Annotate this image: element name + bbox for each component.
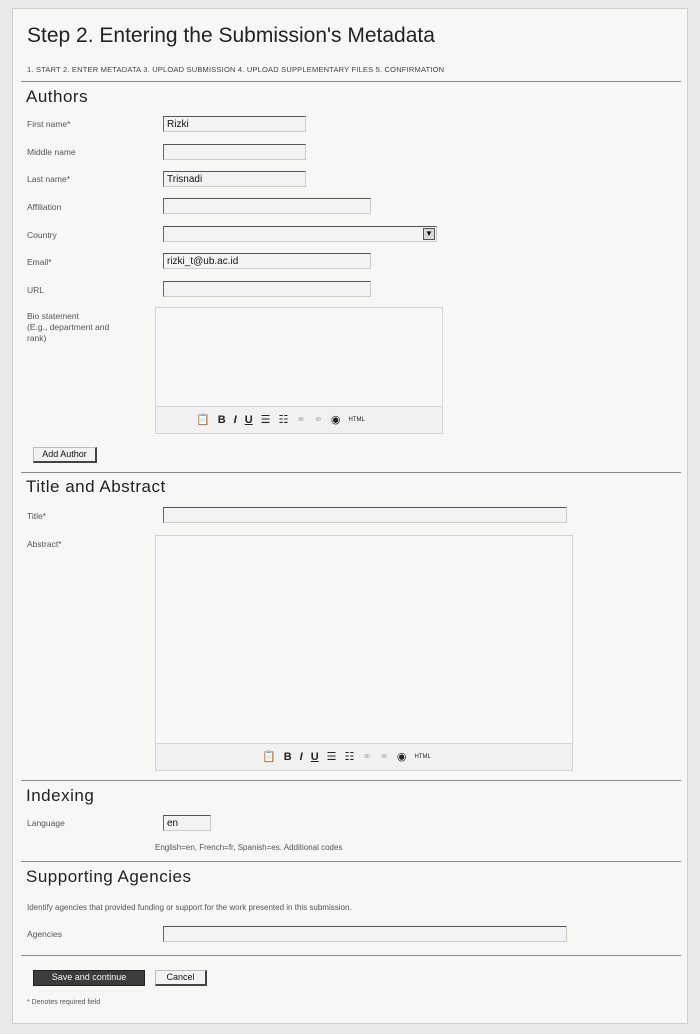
submission-form-page [12,8,688,1024]
url-input[interactable] [163,281,371,297]
country-select[interactable] [163,226,437,242]
unlink-icon[interactable]: ⚭ [379,751,389,763]
chevron-down-icon[interactable]: ▼ [423,228,435,240]
bio-label: Bio statement (E.g., department and rank) [27,311,110,343]
last-name-input[interactable]: Trisnadi [163,171,306,187]
affiliation-input[interactable] [163,198,371,214]
bio-editor-toolbar [156,406,442,433]
title-label: Title* [27,511,47,521]
step-breadcrumb: 1. START 2. ENTER METADATA 3. UPLOAD SUBMISSION 4. UPLOAD SUPPLEMENTARY FILES 5. CONFIRMATION [27,65,445,74]
paste-icon[interactable]: 📋 [262,751,276,763]
bold-button[interactable]: B [283,750,292,763]
abstract-editor[interactable] [155,535,573,771]
divider [21,472,681,473]
abstract-label: Abstract* [27,539,62,549]
divider [21,81,681,82]
abstract-editor-toolbar [156,743,572,770]
underline-button[interactable]: U [310,750,319,763]
first-name-input[interactable]: Rizki [163,116,306,132]
required-field-note: * Denotes required field [27,999,101,1006]
bullet-list-icon[interactable]: ☰ [326,751,337,763]
italic-button[interactable]: I [299,750,303,763]
title-abstract-heading: Title and Abstract [26,477,166,496]
email-label: Email* [27,257,52,267]
numbered-list-icon[interactable]: ☷ [344,751,355,763]
numbered-list-icon[interactable]: ☷ [278,414,289,426]
affiliation-label: Affiliation [27,202,62,212]
link-icon[interactable]: ⚭ [362,751,372,763]
email-input[interactable]: rizki_t@ub.ac.id [163,253,371,269]
underline-button[interactable]: U [244,413,253,426]
indexing-heading: Indexing [26,786,95,805]
divider [21,780,681,781]
add-author-button[interactable]: Add Author [33,447,97,463]
country-label: Country [27,230,57,240]
title-input[interactable] [163,507,567,523]
paste-icon[interactable]: 📋 [196,414,210,426]
last-name-label: Last name* [27,174,70,184]
cancel-button[interactable]: Cancel [155,970,207,986]
bio-editor[interactable] [155,307,443,434]
first-name-label: First name* [27,119,71,129]
html-source-button[interactable]: HTML [348,416,365,423]
image-icon[interactable]: ◉ [396,751,407,763]
url-label: URL [27,285,45,295]
html-source-button[interactable]: HTML [414,753,431,760]
language-input[interactable]: en [163,815,211,831]
italic-button[interactable]: I [233,413,237,426]
page-title: Step 2. Entering the Submission's Metadata [27,24,435,47]
authors-heading: Authors [26,87,89,106]
agencies-description: Identify agencies that provided funding or support for the work presented in this submission. [27,903,352,912]
image-icon[interactable]: ◉ [330,414,341,426]
language-label: Language [27,818,65,828]
middle-name-input[interactable] [163,144,306,160]
agencies-input[interactable] [163,926,567,942]
supporting-agencies-heading: Supporting Agencies [26,867,192,886]
save-and-continue-button[interactable]: Save and continue [33,970,145,986]
bullet-list-icon[interactable]: ☰ [260,414,271,426]
middle-name-label: Middle name [27,147,76,157]
link-icon[interactable]: ⚭ [296,414,306,426]
bold-button[interactable]: B [217,413,226,426]
unlink-icon[interactable]: ⚭ [313,414,323,426]
divider [21,861,681,862]
divider [21,955,681,956]
language-hint: English=en, French=fr, Spanish=es. Additional codes [155,843,343,852]
agencies-label: Agencies [27,929,62,939]
